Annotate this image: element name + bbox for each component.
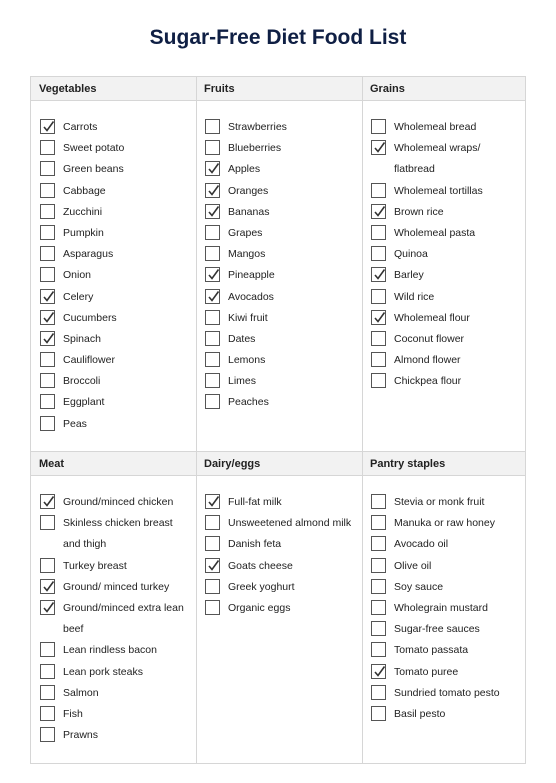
checkbox-checked[interactable] bbox=[205, 289, 220, 304]
checkmark-icon bbox=[42, 332, 55, 345]
checkbox-unchecked[interactable] bbox=[371, 494, 386, 509]
checkmark-icon bbox=[207, 495, 220, 508]
checklist-item[interactable] bbox=[40, 287, 190, 308]
checkbox-unchecked[interactable] bbox=[371, 579, 386, 594]
checkbox-unchecked[interactable] bbox=[40, 246, 55, 261]
section-heading-fruits: Fruits bbox=[204, 83, 235, 95]
checkmark-icon bbox=[42, 290, 55, 303]
checkmark-icon bbox=[207, 290, 220, 303]
checklist-item[interactable] bbox=[205, 138, 360, 159]
checklist-item[interactable] bbox=[371, 513, 521, 534]
checklist-item[interactable] bbox=[40, 202, 190, 223]
checklist-item[interactable] bbox=[371, 117, 521, 138]
checklist-item-label: Pumpkin bbox=[63, 226, 104, 239]
checkbox-checked[interactable] bbox=[205, 204, 220, 219]
checklist-item-label: Fish bbox=[63, 707, 83, 720]
checkbox-unchecked[interactable] bbox=[205, 579, 220, 594]
checkbox-unchecked[interactable] bbox=[371, 183, 386, 198]
checklist-item[interactable] bbox=[40, 556, 195, 577]
checklist-item[interactable] bbox=[40, 181, 190, 202]
checklist-item[interactable] bbox=[40, 725, 195, 746]
checkbox-unchecked[interactable] bbox=[205, 600, 220, 615]
checklist-item[interactable] bbox=[371, 492, 521, 513]
checklist-item[interactable] bbox=[40, 577, 195, 598]
checkbox-unchecked[interactable] bbox=[40, 664, 55, 679]
checklist-item-label: Sugar-free sauces bbox=[394, 623, 480, 636]
checklist-item-label: Wholemeal tortillas bbox=[394, 184, 483, 197]
checklist-item-label: Celery bbox=[63, 290, 94, 303]
checklist-item[interactable] bbox=[40, 662, 195, 683]
checklist-item-label: Mangos bbox=[228, 248, 266, 261]
checkbox-unchecked[interactable] bbox=[371, 685, 386, 700]
checkbox-unchecked[interactable] bbox=[205, 119, 220, 134]
checkbox-checked[interactable] bbox=[40, 289, 55, 304]
checkbox-unchecked[interactable] bbox=[205, 373, 220, 388]
checklist-item[interactable] bbox=[40, 329, 190, 350]
checkbox-checked[interactable] bbox=[40, 310, 55, 325]
checkbox-unchecked[interactable] bbox=[40, 685, 55, 700]
checkmark-icon bbox=[42, 495, 55, 508]
checkmark-icon bbox=[373, 311, 386, 324]
checklist-item-label: Cucumbers bbox=[63, 311, 117, 324]
checkbox-checked[interactable] bbox=[371, 267, 386, 282]
checklist-item-label: Prawns bbox=[63, 729, 99, 742]
checklist-item-label: Oranges bbox=[228, 184, 269, 197]
checklist-item-label: Ground/ minced turkey bbox=[63, 580, 170, 593]
checklist-item-label: Peaches bbox=[228, 396, 269, 409]
checklist-item-label: Skinless chicken breast bbox=[63, 517, 173, 530]
checklist-item[interactable] bbox=[205, 492, 360, 513]
checkbox-checked[interactable] bbox=[371, 664, 386, 679]
checklist-item[interactable] bbox=[371, 350, 521, 371]
checkmark-icon bbox=[207, 184, 220, 197]
column-divider bbox=[196, 77, 197, 763]
checklist-item[interactable] bbox=[205, 308, 360, 329]
header-row-bottom bbox=[31, 451, 525, 476]
checkbox-unchecked[interactable] bbox=[205, 246, 220, 261]
checkbox-checked[interactable] bbox=[205, 558, 220, 573]
checklist-item[interactable] bbox=[40, 308, 190, 329]
checklist-item[interactable] bbox=[371, 202, 521, 223]
checkbox-unchecked[interactable] bbox=[371, 600, 386, 615]
checklist-item[interactable] bbox=[371, 619, 521, 640]
section-heading-meat: Meat bbox=[39, 458, 65, 470]
checkbox-unchecked[interactable] bbox=[40, 515, 55, 530]
checklist-item[interactable] bbox=[40, 640, 195, 661]
checklist-item-label: Lean pork steaks bbox=[63, 665, 143, 678]
checklist-item[interactable] bbox=[371, 181, 521, 202]
checkbox-unchecked[interactable] bbox=[40, 727, 55, 742]
section-list-fruits bbox=[205, 117, 360, 414]
checklist-item-label: Stevia or monk fruit bbox=[394, 496, 485, 508]
checkmark-icon bbox=[373, 141, 386, 154]
checkbox-unchecked[interactable] bbox=[40, 706, 55, 721]
checklist-item[interactable] bbox=[205, 534, 360, 555]
checklist-item[interactable] bbox=[371, 138, 521, 159]
checkbox-unchecked[interactable] bbox=[205, 225, 220, 240]
checkbox-unchecked[interactable] bbox=[205, 536, 220, 551]
section-heading-dairy-eggs: Dairy/eggs bbox=[204, 458, 261, 470]
checkbox-unchecked[interactable] bbox=[40, 183, 55, 198]
checkmark-icon bbox=[207, 268, 220, 281]
checkbox-checked[interactable] bbox=[40, 119, 55, 134]
checklist-item-label: Strawberries bbox=[228, 121, 287, 133]
checkbox-unchecked[interactable] bbox=[371, 621, 386, 636]
checklist-item-label: Blueberries bbox=[228, 142, 282, 155]
checkmark-icon bbox=[373, 268, 386, 281]
checklist-item[interactable] bbox=[40, 159, 190, 180]
checklist-item[interactable] bbox=[205, 598, 360, 619]
checklist-item-label: Soy sauce bbox=[394, 580, 444, 593]
checklist-item-label: Unsweetened almond milk bbox=[228, 517, 352, 530]
checklist-item[interactable] bbox=[40, 244, 190, 265]
checklist-item[interactable] bbox=[205, 223, 360, 244]
checklist-item[interactable] bbox=[205, 392, 360, 413]
checkbox-unchecked[interactable] bbox=[371, 515, 386, 530]
food-list-table bbox=[30, 76, 526, 764]
checkbox-unchecked[interactable] bbox=[40, 204, 55, 219]
checkbox-checked[interactable] bbox=[205, 161, 220, 176]
checklist-item-continuation bbox=[40, 619, 195, 640]
checkbox-checked[interactable] bbox=[371, 140, 386, 155]
header-row-top bbox=[31, 77, 525, 101]
checkbox-unchecked[interactable] bbox=[371, 352, 386, 367]
checkbox-unchecked[interactable] bbox=[371, 225, 386, 240]
checklist-item-label: Kiwi fruit bbox=[228, 311, 268, 324]
checklist-item-label: Almond flower bbox=[394, 354, 461, 367]
checklist-item-label: Broccoli bbox=[63, 375, 101, 388]
checklist-item-label: Ground/minced extra lean bbox=[63, 601, 184, 614]
checkmark-icon bbox=[207, 559, 220, 572]
checkbox-unchecked[interactable] bbox=[40, 352, 55, 367]
checklist-item-continuation bbox=[40, 534, 195, 555]
checklist-item[interactable] bbox=[40, 117, 190, 138]
checklist-item-label: Manuka or raw honey bbox=[394, 517, 495, 530]
checklist-item-label: Spinach bbox=[63, 332, 101, 345]
checklist-item[interactable] bbox=[40, 683, 195, 704]
checkbox-unchecked[interactable] bbox=[371, 642, 386, 657]
section-list-grains bbox=[371, 117, 521, 392]
checklist-item-label-continued: flatbread bbox=[394, 163, 435, 176]
checkmark-icon bbox=[42, 311, 55, 324]
checklist-item-label: Full-fat milk bbox=[228, 496, 282, 508]
checklist-item[interactable] bbox=[205, 577, 360, 598]
checklist-item[interactable] bbox=[371, 598, 521, 619]
checklist-item-label: Barley bbox=[394, 269, 424, 282]
checkbox-unchecked[interactable] bbox=[40, 558, 55, 573]
checkmark-icon bbox=[373, 665, 386, 678]
checkmark-icon bbox=[42, 601, 55, 614]
checklist-item-label: Pineapple bbox=[228, 269, 275, 282]
checklist-item[interactable] bbox=[40, 598, 195, 619]
checklist-item-label: Apples bbox=[228, 163, 261, 176]
checkbox-checked[interactable] bbox=[371, 204, 386, 219]
checklist-item[interactable] bbox=[205, 181, 360, 202]
checklist-item-label: Limes bbox=[228, 375, 257, 388]
checklist-item-label: Coconut flower bbox=[394, 332, 465, 345]
checkbox-checked[interactable] bbox=[371, 310, 386, 325]
section-list-dairy-eggs bbox=[205, 492, 360, 619]
checklist-item-label: Peas bbox=[63, 417, 87, 430]
checkbox-unchecked[interactable] bbox=[371, 706, 386, 721]
checklist-item[interactable] bbox=[40, 138, 190, 159]
checkbox-unchecked[interactable] bbox=[371, 246, 386, 261]
checklist-item-label: Wholegrain mustard bbox=[394, 601, 488, 614]
checkmark-icon bbox=[42, 120, 55, 133]
checklist-item-label: Tomato puree bbox=[394, 665, 459, 678]
checklist-item[interactable] bbox=[371, 704, 521, 725]
checklist-item[interactable] bbox=[40, 223, 190, 244]
checkbox-checked[interactable] bbox=[40, 494, 55, 509]
checklist-item[interactable] bbox=[371, 223, 521, 244]
checklist-item-label: Olive oil bbox=[394, 559, 432, 572]
page-title: Sugar-Free Diet Food List bbox=[149, 26, 407, 49]
checklist-item[interactable] bbox=[40, 371, 190, 392]
checklist-item-label: Avocados bbox=[228, 290, 274, 303]
checklist-item[interactable] bbox=[371, 287, 521, 308]
checklist-item[interactable] bbox=[371, 265, 521, 286]
checkbox-unchecked[interactable] bbox=[40, 394, 55, 409]
checklist-item-label: Lemons bbox=[228, 354, 266, 367]
checklist-item[interactable] bbox=[40, 265, 190, 286]
checklist-item[interactable] bbox=[40, 704, 195, 725]
checklist-item-label: Asparagus bbox=[63, 248, 114, 261]
section-heading-pantry-staples: Pantry staples bbox=[370, 458, 446, 470]
checklist-item-label: Quinoa bbox=[394, 248, 428, 261]
checklist-item-continuation bbox=[371, 159, 521, 180]
checklist-item-label: Wholemeal wraps/ bbox=[394, 142, 481, 155]
checkbox-checked[interactable] bbox=[205, 494, 220, 509]
checklist-item-label: Sweet potato bbox=[63, 142, 125, 155]
checkbox-unchecked[interactable] bbox=[205, 352, 220, 367]
checklist-item-label: Tomato passata bbox=[394, 644, 469, 657]
section-heading-vegetables: Vegetables bbox=[39, 83, 97, 95]
checklist-item[interactable] bbox=[205, 513, 360, 534]
checklist-item-label: Greek yoghurt bbox=[228, 580, 295, 593]
checkbox-unchecked[interactable] bbox=[371, 331, 386, 346]
checkbox-checked[interactable] bbox=[40, 331, 55, 346]
checklist-item[interactable] bbox=[371, 329, 521, 350]
checklist-item[interactable] bbox=[205, 371, 360, 392]
checkbox-checked[interactable] bbox=[205, 267, 220, 282]
checklist-item-label: Dates bbox=[228, 332, 256, 345]
checklist-item-label: Brown rice bbox=[394, 205, 444, 218]
checklist-item[interactable] bbox=[40, 513, 195, 534]
checkbox-unchecked[interactable] bbox=[40, 225, 55, 240]
checkbox-unchecked[interactable] bbox=[40, 416, 55, 431]
checklist-item-label: Wholemeal flour bbox=[394, 311, 470, 324]
section-list-vegetables bbox=[40, 117, 190, 435]
checklist-item-label: Wild rice bbox=[394, 290, 435, 303]
checklist-item[interactable] bbox=[40, 350, 190, 371]
checklist-item-label: Goats cheese bbox=[228, 559, 293, 572]
checkbox-unchecked[interactable] bbox=[40, 161, 55, 176]
checklist-item[interactable] bbox=[371, 244, 521, 265]
checklist-item[interactable] bbox=[205, 202, 360, 223]
checklist-item-label: Chickpea flour bbox=[394, 375, 462, 388]
checklist-item[interactable] bbox=[371, 683, 521, 704]
checklist-item-label: Zucchini bbox=[63, 205, 103, 218]
checklist-item-label-continued: beef bbox=[63, 623, 84, 636]
checkmark-icon bbox=[42, 580, 55, 593]
checklist-item-label: Bananas bbox=[228, 205, 270, 218]
checkbox-unchecked[interactable] bbox=[205, 310, 220, 325]
checkmark-icon bbox=[207, 162, 220, 175]
checklist-item-label: Cabbage bbox=[63, 184, 106, 197]
checkmark-icon bbox=[373, 205, 386, 218]
checkbox-unchecked[interactable] bbox=[371, 289, 386, 304]
checkbox-unchecked[interactable] bbox=[371, 536, 386, 551]
checkbox-unchecked[interactable] bbox=[205, 140, 220, 155]
checkbox-unchecked[interactable] bbox=[371, 373, 386, 388]
checklist-item-label: Ground/minced chicken bbox=[63, 496, 174, 508]
checkbox-unchecked[interactable] bbox=[205, 515, 220, 530]
checkbox-unchecked[interactable] bbox=[40, 140, 55, 155]
checklist-item-label: Eggplant bbox=[63, 396, 105, 409]
checklist-item-label: Danish feta bbox=[228, 538, 282, 551]
checklist-item[interactable] bbox=[205, 117, 360, 138]
checklist-item-label: Carrots bbox=[63, 121, 98, 133]
checklist-item[interactable] bbox=[40, 392, 190, 413]
checklist-item-label: Green beans bbox=[63, 163, 124, 176]
section-list-meat bbox=[40, 492, 195, 746]
checklist-item[interactable] bbox=[205, 350, 360, 371]
checklist-item-label: Onion bbox=[63, 269, 92, 282]
checklist-item[interactable] bbox=[205, 244, 360, 265]
checklist-item-label: Turkey breast bbox=[63, 559, 127, 572]
checkbox-unchecked[interactable] bbox=[371, 119, 386, 134]
checklist-item[interactable] bbox=[371, 371, 521, 392]
checklist-item[interactable] bbox=[205, 159, 360, 180]
checklist-item[interactable] bbox=[205, 265, 360, 286]
checkbox-unchecked[interactable] bbox=[205, 394, 220, 409]
checkbox-unchecked[interactable] bbox=[40, 373, 55, 388]
checkbox-checked[interactable] bbox=[205, 183, 220, 198]
column-divider bbox=[362, 77, 363, 763]
checklist-item-label-continued: and thigh bbox=[63, 538, 107, 551]
checkmark-icon bbox=[207, 205, 220, 218]
checklist-item[interactable] bbox=[40, 414, 190, 435]
checklist-item[interactable] bbox=[371, 640, 521, 661]
checklist-item[interactable] bbox=[205, 287, 360, 308]
checklist-item-label: Basil pesto bbox=[394, 707, 446, 720]
checklist-item-label: Lean rindless bacon bbox=[63, 644, 157, 657]
checklist-item[interactable] bbox=[205, 556, 360, 577]
checkbox-checked[interactable] bbox=[40, 579, 55, 594]
checkbox-unchecked[interactable] bbox=[371, 558, 386, 573]
checklist-item[interactable] bbox=[371, 662, 521, 683]
checklist-item-label: Sundried tomato pesto bbox=[394, 686, 500, 699]
checklist-item[interactable] bbox=[371, 534, 521, 555]
checkbox-checked[interactable] bbox=[40, 600, 55, 615]
checklist-item-label: Avocado oil bbox=[394, 538, 449, 551]
checklist-item[interactable] bbox=[40, 492, 195, 513]
checkbox-unchecked[interactable] bbox=[40, 267, 55, 282]
checklist-item-label: Organic eggs bbox=[228, 601, 291, 614]
checklist-item-label: Salmon bbox=[63, 686, 99, 699]
checklist-item-label: Wholemeal pasta bbox=[394, 226, 476, 239]
checklist-item-label: Cauliflower bbox=[63, 354, 115, 367]
checklist-item-label: Grapes bbox=[228, 226, 263, 239]
checklist-item[interactable] bbox=[371, 577, 521, 598]
section-list-pantry-staples bbox=[371, 492, 521, 725]
checkbox-unchecked[interactable] bbox=[205, 331, 220, 346]
checklist-item-label: Wholemeal bread bbox=[394, 121, 477, 133]
checklist-item[interactable] bbox=[371, 556, 521, 577]
section-heading-grains: Grains bbox=[370, 83, 405, 95]
checklist-item[interactable] bbox=[205, 329, 360, 350]
checklist-item[interactable] bbox=[371, 308, 521, 329]
checkbox-unchecked[interactable] bbox=[40, 642, 55, 657]
